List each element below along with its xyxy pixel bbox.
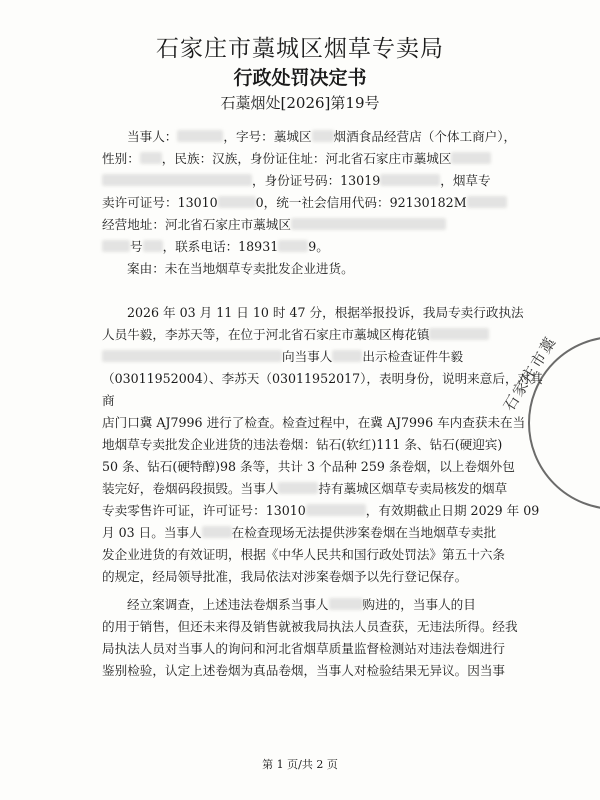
seal-text: 石家庄市藁 <box>499 332 561 415</box>
paragraph-inspection: 2026 年 03 月 11 日 10 时 47 分，根据举报投诉，我局专卖行政执法 人员牛毅，李苏天等，在位于河北省石家庄市藁城区梅花镇 向当事人 出示检查证件牛毅 （03011952004）、李苏天（03011952017），表明身份，说明来意后，对其商 店门口冀 AJ7996 进行了检查。检查过程中，在冀 AJ7996 车内查获未在当 地烟草专卖批发企业进货的违法卷烟：钻石(软红)111 条、钻石(硬迎宾) 50 条、钻石(硬特醇)98 条等，共计 3 个品种 259 条卷烟，以上卷烟外包 装完好，卷烟码段损毁。当事人 持有藁城区烟草专卖局核发的烟草 专卖零售许可证，许可证号：13010 ，有效期截止日期 2029 年 09 月 03 日。当事人 在检查现场无法提供涉案卷烟在当地烟草专卖批 发企业进货的有效证明，根据《中华人民共和国行政处罚法》第五十六条 的规定，经局领导批准，我局依法对涉案卷烟予以先行登记保存。 <box>102 305 543 584</box>
document-title: 行政处罚决定书 <box>233 67 367 89</box>
redaction <box>202 526 232 538</box>
redaction <box>278 482 318 494</box>
party-line: 经营地址：河北省石家庄市藁城区 <box>102 214 552 236</box>
agency-title: 石家庄市藁城区烟草专卖局 <box>156 36 444 62</box>
redaction <box>306 504 366 516</box>
redaction <box>140 152 162 164</box>
party-info <box>102 126 552 280</box>
redaction <box>102 350 282 362</box>
party-line: 卖许可证号：13010 0，统一社会信用代码：92130182M <box>102 192 552 214</box>
redaction <box>380 174 440 186</box>
party-line: 号 ，联系电话：18931 9。 <box>102 236 552 258</box>
party-line: 性别： ，民族：汉族，身份证住址：河北省石家庄市藁城区 <box>102 148 552 170</box>
case-cause: 案由：未在当地烟草专卖批发企业进货。 <box>127 261 354 276</box>
paragraph-investigation: 经立案调查，上述违法卷烟系当事人 购进的，当事人的目 的用于销售，但还未来得及销售就被我局执法人员查获，无违法所得。经我 局执法人员对当事人的询问和河北省烟草质量监督检测站对违法卷烟进行 鉴别检验，认定上述卷烟为真品卷烟，当事人对检验结果无异议。因当事 <box>102 597 518 678</box>
redaction <box>102 174 252 186</box>
page-number: 第 1 页/共 2 页 <box>262 758 338 771</box>
redaction <box>102 240 130 252</box>
redaction <box>312 130 334 142</box>
redaction <box>218 196 256 208</box>
redaction <box>278 240 308 252</box>
redaction <box>177 130 223 142</box>
redaction <box>467 196 507 208</box>
party-line: ，身份证号码：13019 ，烟草专 <box>102 170 552 192</box>
redaction <box>451 152 491 164</box>
redaction <box>291 218 446 230</box>
document-number: 石藁烟处[2026]第19号 <box>220 94 380 112</box>
redaction <box>329 598 363 610</box>
redaction <box>429 328 489 340</box>
redaction <box>332 350 362 362</box>
redaction <box>143 240 163 252</box>
party-line: 当事人： ，字号：藁城区 烟酒食品经营店（个体工商户）， <box>127 129 517 144</box>
